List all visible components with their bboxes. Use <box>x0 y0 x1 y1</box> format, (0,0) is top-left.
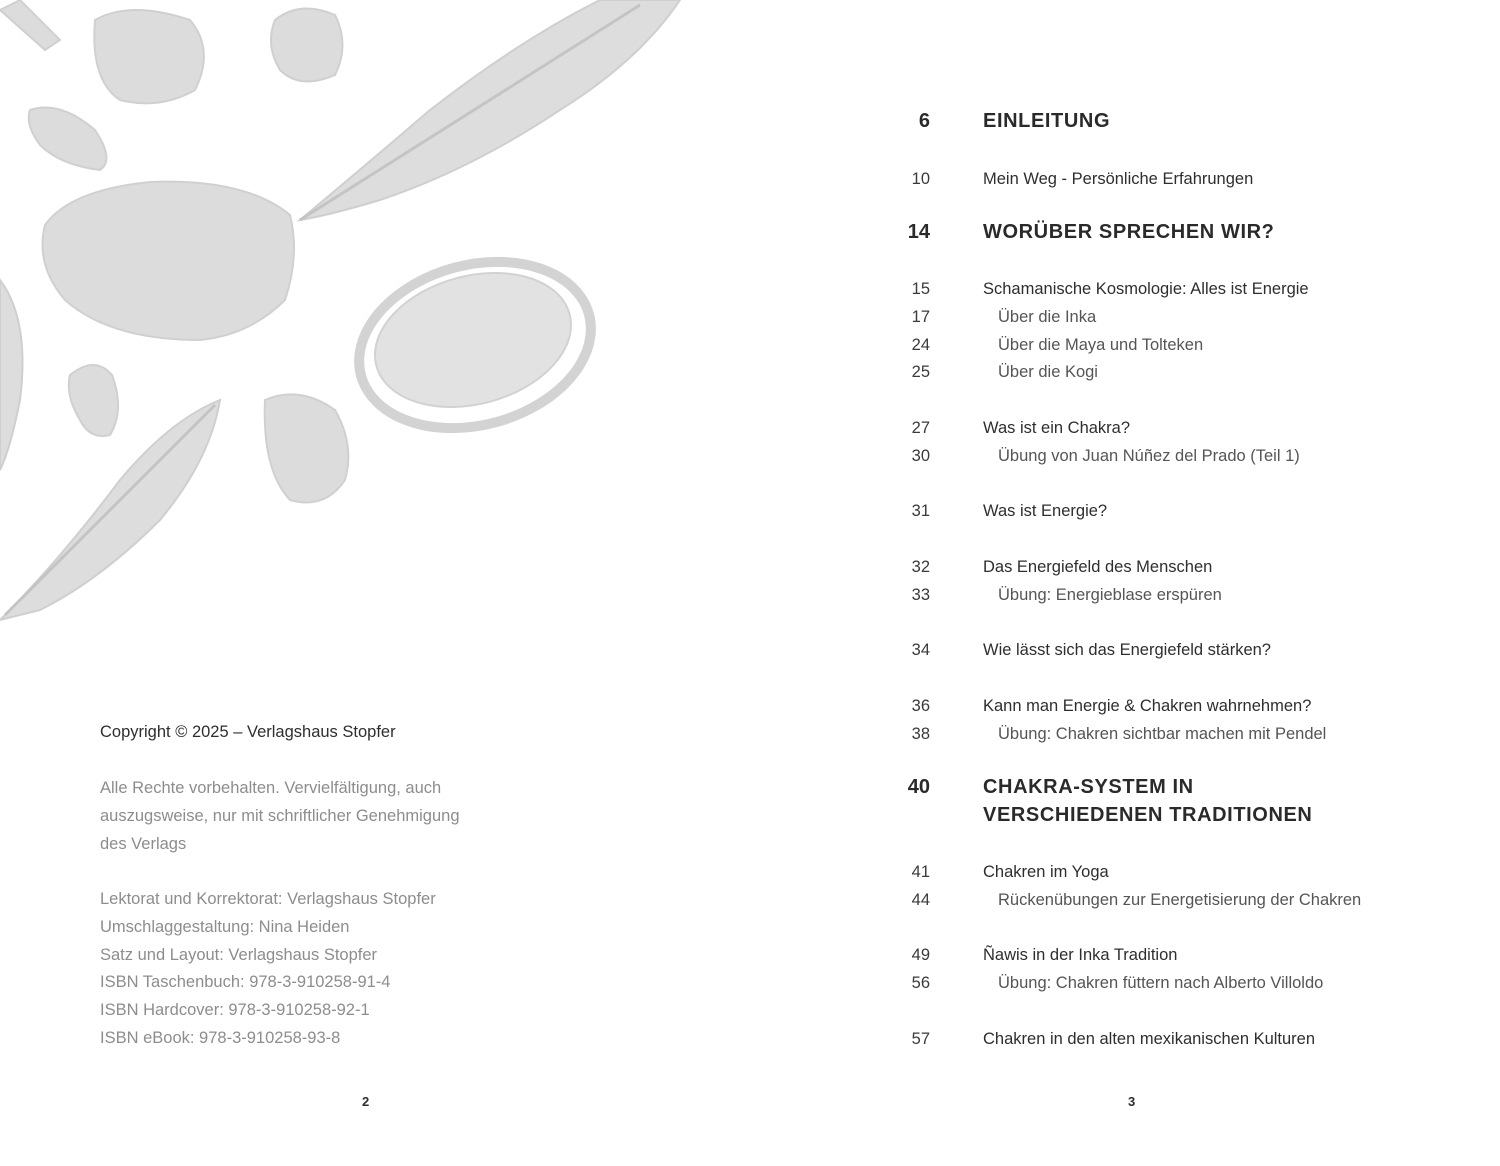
toc-page-number: 34 <box>911 641 930 659</box>
toc-title: Chakren im Yoga <box>983 863 1109 881</box>
toc-page-number: 40 <box>907 776 930 798</box>
rights-notice: Alle Rechte vorbehalten. Vervielfältigung, auch auszugsweise, nur mit schriftlicher Genehmigung des Verlags <box>100 779 460 853</box>
toc-page-number: 31 <box>911 502 930 520</box>
toc-title: Über die Inka <box>998 308 1097 326</box>
toc-page-number: 30 <box>911 447 930 465</box>
toc-title: Übung: Chakren füttern nach Alberto Villoldo <box>998 974 1324 992</box>
toc-title: Ñawis in der Inka Tradition <box>983 946 1178 964</box>
toc-page-number: 33 <box>911 586 930 604</box>
toc-title: Übung: Energieblase erspüren <box>998 586 1222 604</box>
toc-title <box>983 773 1423 829</box>
toc-title: Über die Kogi <box>998 363 1098 381</box>
credit-line: ISBN Hardcover: 978-3-910258-92-1 <box>100 1001 370 1020</box>
credit-line: Umschlaggestaltung: Nina Heiden <box>100 917 350 936</box>
toc-page-number: 32 <box>911 558 930 576</box>
credit-line: ISBN eBook: 978-3-910258-93-8 <box>100 1028 341 1047</box>
toc-page-number: 14 <box>907 221 930 243</box>
credit-line: Lektorat und Korrektorat: Verlagshaus Stopfer <box>100 890 436 908</box>
copyright-line: Copyright © 2025 – Verlagshaus Stopfer <box>100 723 396 741</box>
toc-page-number: 49 <box>911 946 930 964</box>
toc-title: Kann man Energie & Chakren wahrnehmen? <box>983 697 1312 715</box>
toc-title: Was ist Energie? <box>983 502 1108 520</box>
toc-page-number: 38 <box>911 725 930 743</box>
toc-page-number: 15 <box>911 280 930 298</box>
toc-title: Was ist ein Chakra? <box>983 419 1131 437</box>
toc-title-line: CHAKRA-SYSTEM IN <box>983 776 1194 798</box>
toc-title: WORÜBER SPRECHEN WIR? <box>983 221 1275 243</box>
toc-page-number: 25 <box>911 363 930 381</box>
toc-title: Übung: Chakren sichtbar machen mit Pendel <box>998 725 1327 743</box>
toc-page-number: 44 <box>911 891 930 909</box>
toc-page-number: 24 <box>911 336 930 354</box>
toc-title: Wie lässt sich das Energiefeld stärken? <box>983 641 1271 659</box>
toc-title: Übung von Juan Núñez del Prado (Teil 1) <box>998 447 1300 465</box>
page-number-left: 2 <box>362 1094 370 1109</box>
credit-line: ISBN Taschenbuch: 978-3-910258-91-4 <box>100 973 391 992</box>
toc-page-number: 17 <box>911 308 930 326</box>
toc-title: EINLEITUNG <box>983 110 1111 132</box>
toc-page-number: 36 <box>911 697 930 715</box>
toc-page-number: 6 <box>918 110 930 132</box>
toc-title: Schamanische Kosmologie: Alles ist Energie <box>983 280 1309 298</box>
toc-title: Rückenübungen zur Energetisierung der Chakren <box>998 891 1362 909</box>
toc-title-line: VERSCHIEDENEN TRADITIONEN <box>983 804 1313 826</box>
toc-page-number: 10 <box>911 170 930 188</box>
toc-page-number: 27 <box>911 419 930 437</box>
toc-title: Das Energiefeld des Menschen <box>983 558 1213 576</box>
toc-page-number: 41 <box>911 863 930 881</box>
toc-title: Mein Weg - Persönliche Erfahrungen <box>983 170 1254 188</box>
toc-title: Chakren in den alten mexikanischen Kulturen <box>983 1030 1316 1048</box>
toc-page-number: 57 <box>911 1030 930 1048</box>
toc-title: Über die Maya und Tolteken <box>998 336 1204 354</box>
credit-line: Satz und Layout: Verlagshaus Stopfer <box>100 945 378 964</box>
page-number-right: 3 <box>1128 1094 1136 1109</box>
toc-page-number: 56 <box>911 974 930 992</box>
